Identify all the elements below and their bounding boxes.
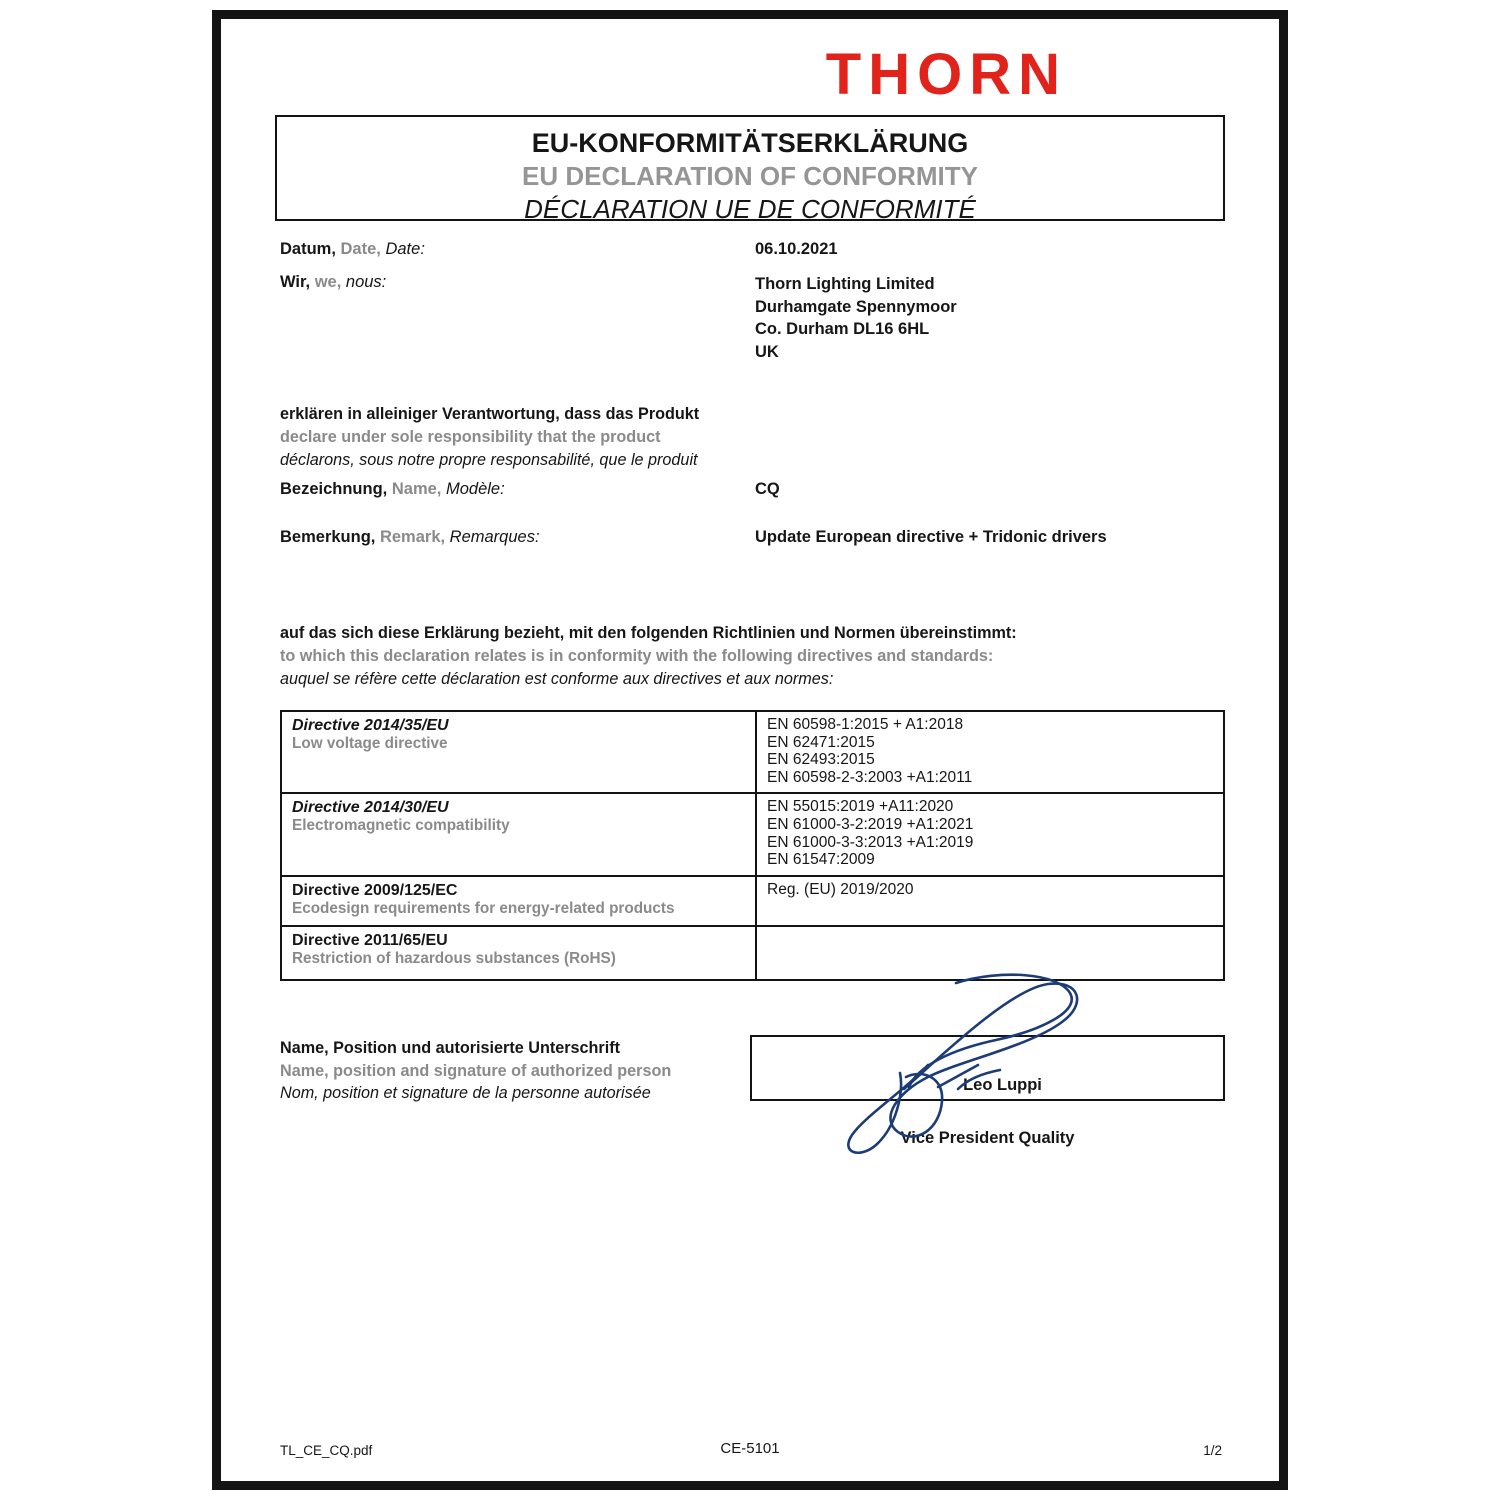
declaration-de: erklären in alleiniger Verantwortung, dass das Produkt	[280, 405, 700, 423]
remark-value: Update European directive + Tridonic drivers	[755, 528, 1107, 546]
declaration-fr: déclarons, sous notre propre responsabilité, que le produit	[280, 451, 698, 469]
title-french: DÉCLARATION UE DE CONFORMITÉ	[524, 194, 976, 224]
footer-page-number: 1/2	[1203, 1443, 1222, 1458]
standard-line: EN 60598-2-3:2003 +A1:2011	[767, 768, 973, 786]
conformity-intro-de: auf das sich diese Erklärung bezieht, mit den folgenden Richtlinien und Normen übereinstimmt:	[280, 624, 1017, 642]
issuer-line: Durhamgate Spennymoor	[755, 297, 957, 316]
issuer-address	[755, 273, 957, 363]
directive-cell	[281, 926, 756, 980]
issuer-line: UK	[755, 342, 779, 361]
signature-labels	[280, 1037, 671, 1105]
signature-label-en: Name, position and signature of authorized person	[280, 1061, 672, 1080]
conformity-intro-en: to which this declaration relates is in conformity with the following directives and standards:	[280, 647, 994, 665]
standards-cell	[756, 793, 1224, 875]
title-box	[275, 115, 1225, 224]
standard-line: EN 61547:2009	[767, 851, 875, 869]
directive-cell	[281, 876, 756, 926]
product-name-label: Bezeichnung, Name, Modèle:	[280, 480, 505, 498]
directive-name: Directive 2009/125/EC	[292, 881, 458, 899]
document-page	[212, 10, 1288, 1490]
standard-line: EN 60598-1:2015 + A1:2018	[767, 716, 964, 733]
standard-line: EN 62493:2015	[767, 751, 875, 769]
footer-filename: TL_CE_CQ.pdf	[280, 1443, 373, 1458]
standard-line: EN 61000-3-2:2019 +A1:2021	[767, 815, 974, 833]
standard-line: EN 62471:2015	[767, 733, 875, 751]
thorn-logo: THORN	[825, 42, 1067, 107]
directive-name: Directive 2014/35/EU	[292, 717, 449, 734]
directive-description: Restriction of hazardous substances (RoHS)	[292, 949, 616, 967]
title-german: EU-KONFORMITÄTSERKLÄRUNG	[531, 128, 969, 158]
issuer-label: Wir, we, nous:	[280, 273, 387, 291]
standard-line: EN 61000-3-3:2013 +A1:2019	[767, 833, 974, 851]
handwritten-signature	[806, 967, 1096, 1157]
standard-line: Reg. (EU) 2019/2020	[767, 880, 914, 898]
title-english: EU DECLARATION OF CONFORMITY	[522, 161, 978, 191]
directive-description: Ecodesign requirements for energy-related products	[292, 899, 675, 917]
signer-name: Leo Luppi	[963, 1076, 1042, 1094]
conformity-intro	[280, 622, 1017, 691]
signer-title: Vice President Quality	[900, 1129, 1075, 1147]
table-row	[281, 793, 1224, 875]
table-row	[281, 876, 1224, 926]
directive-cell	[281, 711, 756, 793]
issuer-line: Thorn Lighting Limited	[755, 275, 935, 293]
directive-name: Directive 2014/30/EU	[292, 799, 449, 817]
signature-label-fr: Nom, position et signature de la personne autorisée	[280, 1084, 651, 1102]
product-name-value: CQ	[755, 480, 780, 498]
date-label: Datum, Date, Date:	[280, 240, 425, 258]
date-value: 06.10.2021	[755, 240, 838, 258]
signature-label-de: Name, Position und autorisierte Unterschrift	[280, 1039, 620, 1057]
footer-document-number: CE-5101	[720, 1440, 780, 1457]
standards-cell	[756, 711, 1224, 793]
issuer-line: Co. Durham DL16 6HL	[755, 320, 930, 338]
remark-label: Bemerkung, Remark, Remarques:	[280, 528, 540, 546]
directive-name: Directive 2011/65/EU	[292, 931, 448, 949]
directives-table	[280, 710, 1225, 981]
directive-description: Low voltage directive	[292, 735, 448, 752]
conformity-intro-fr: auquel se réfère cette déclaration est conforme aux directives et aux normes:	[280, 670, 834, 688]
table-row	[281, 711, 1224, 793]
declaration-statement	[280, 403, 699, 472]
directive-cell	[281, 793, 756, 875]
standards-cell	[756, 876, 1224, 926]
declaration-en: declare under sole responsibility that the product	[280, 428, 661, 446]
standard-line: EN 55015:2019 +A11:2020	[767, 798, 954, 816]
directive-description: Electromagnetic compatibility	[292, 817, 510, 835]
